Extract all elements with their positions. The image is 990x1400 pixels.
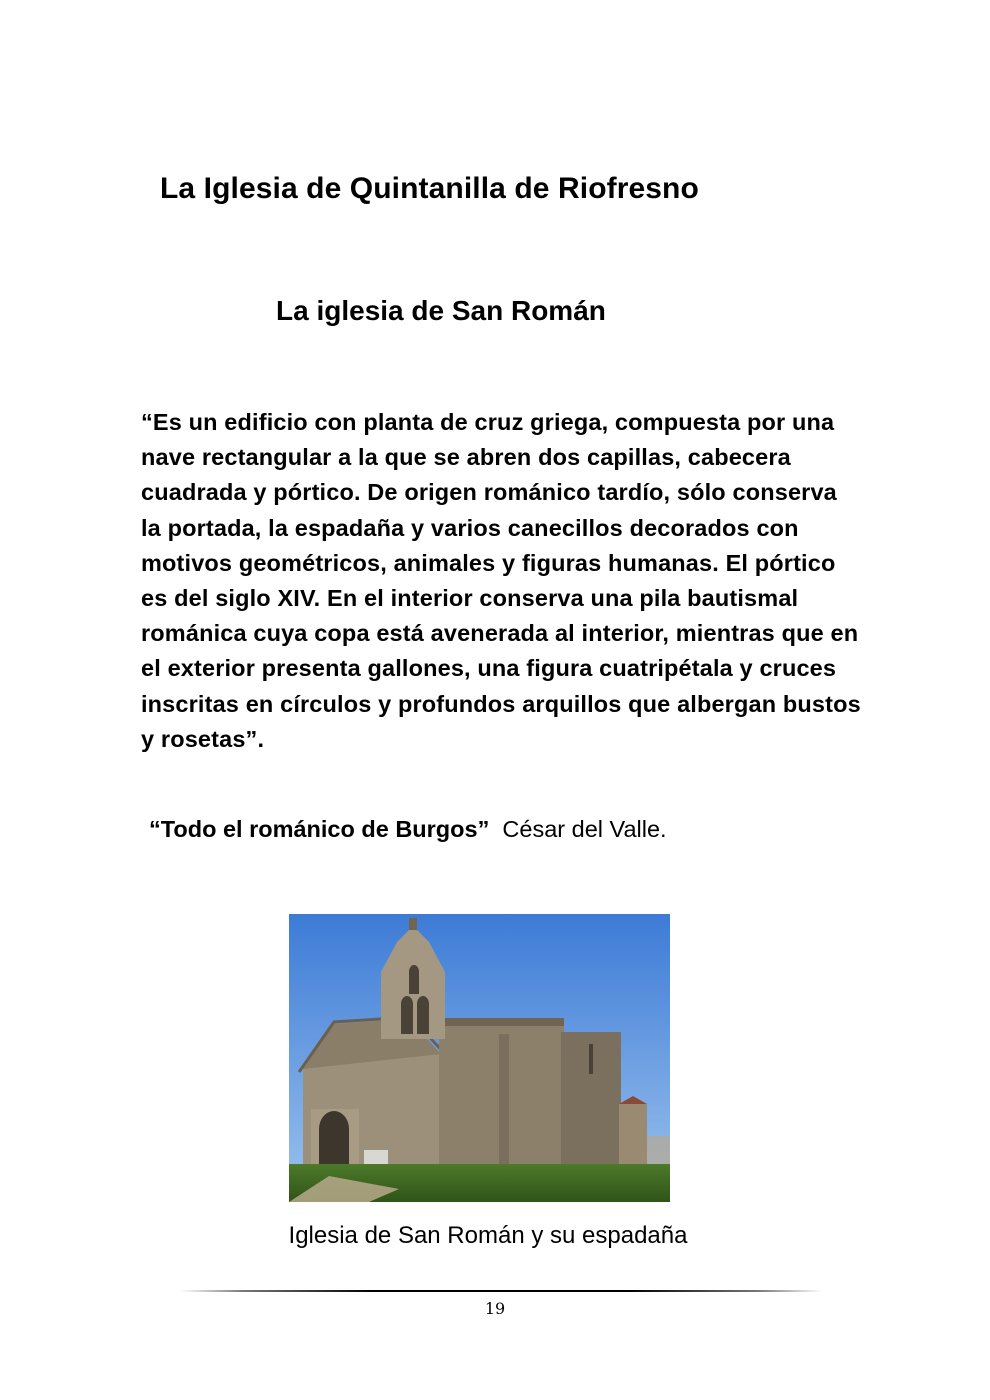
page-number: 19	[484, 1299, 506, 1318]
footer-rule	[180, 1290, 822, 1292]
photo-caption: Iglesia de San Román y su espadaña	[288, 1222, 688, 1249]
citation-author: César del Valle.	[502, 816, 667, 842]
citation-book-title: “Todo el románico de Burgos”	[149, 816, 490, 842]
quote-paragraph: “Es un edificio con planta de cruz griega, compuesta por una nave rectangular a la que se abren dos capillas, cabecera cuadrada y pórtico. De origen románico tardío, sólo conserva la portada, la espadaña y varios canecillos decorados con motivos geométricos, animales y figuras humanas. El pórtico es del siglo XIV. En el interior conserva una pila bautismal románica cuya copa está avenerada al interior, mientras que en el exterior presenta gallones, una figura cuatripétala y cruces inscritas en círculos y profundos arquillos que albergan bustos y rosetas”.	[141, 409, 861, 752]
church-photo	[289, 914, 670, 1202]
citation	[149, 813, 667, 845]
church-illustration	[289, 914, 670, 1202]
page-title: La Iglesia de Quintanilla de Riofresno	[160, 172, 699, 205]
section-subtitle: La iglesia de San Román	[276, 295, 606, 326]
church-portal	[319, 1111, 349, 1169]
